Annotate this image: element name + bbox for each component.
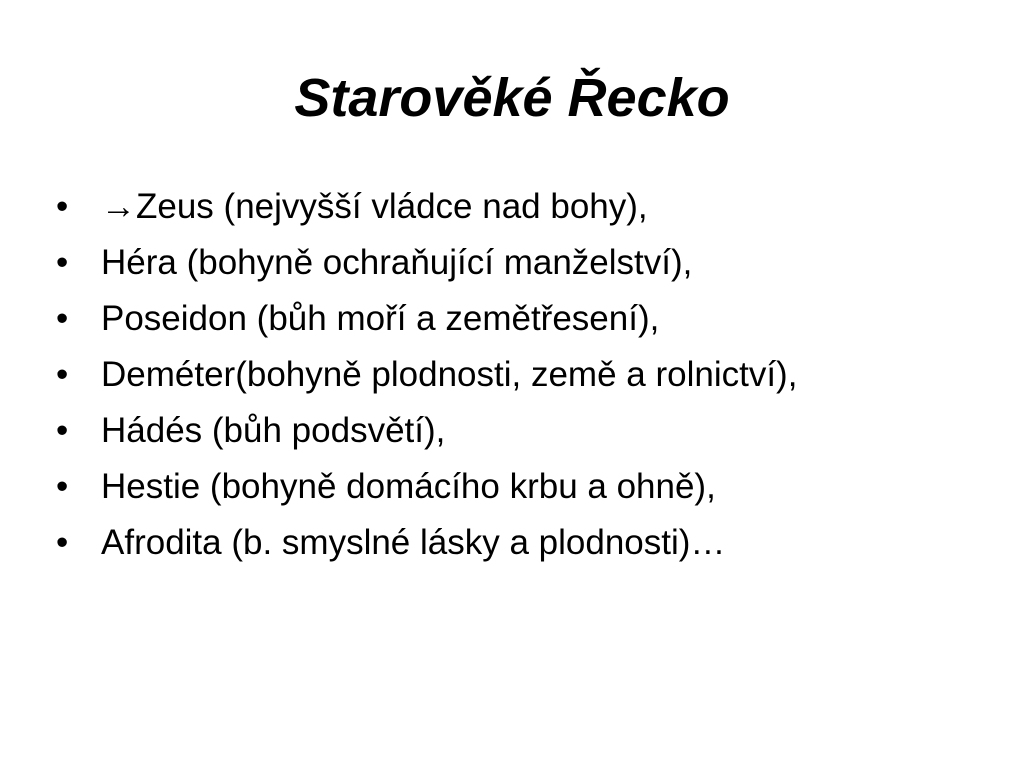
bullet-icon: •	[56, 411, 69, 450]
bullet-icon: •	[56, 355, 69, 394]
bullet-icon: •	[56, 243, 69, 282]
list-item	[56, 520, 956, 566]
list-item	[56, 296, 956, 342]
list-item-text: Hestie (bohyně domácího krbu a ohně),	[101, 467, 716, 506]
bullet-icon: •	[56, 187, 69, 226]
list-item-text: Héra (bohyně ochraňující manželství),	[101, 243, 693, 282]
bullet-icon: •	[56, 467, 69, 506]
bullet-icon: •	[56, 523, 69, 562]
list-item-text: Deméter(bohyně plodnosti, země a rolnictví),	[101, 355, 798, 394]
list-item	[56, 184, 956, 230]
list-item-text: →Zeus (nejvyšší vládce nad bohy),	[101, 187, 648, 226]
list-item	[56, 464, 956, 510]
list-item	[56, 408, 956, 454]
list-item	[56, 352, 956, 398]
slide-title: Starověké Řecko	[294, 68, 730, 128]
list-item-text: Poseidon (bůh moří a zemětřesení),	[101, 299, 660, 338]
bullet-icon: •	[56, 299, 69, 338]
list-item-text: Hádés (bůh podsvětí),	[101, 411, 446, 450]
list-item	[56, 240, 956, 286]
bullet-list	[56, 184, 956, 576]
list-item-text: Afrodita (b. smyslné lásky a plodnosti)…	[101, 523, 726, 562]
